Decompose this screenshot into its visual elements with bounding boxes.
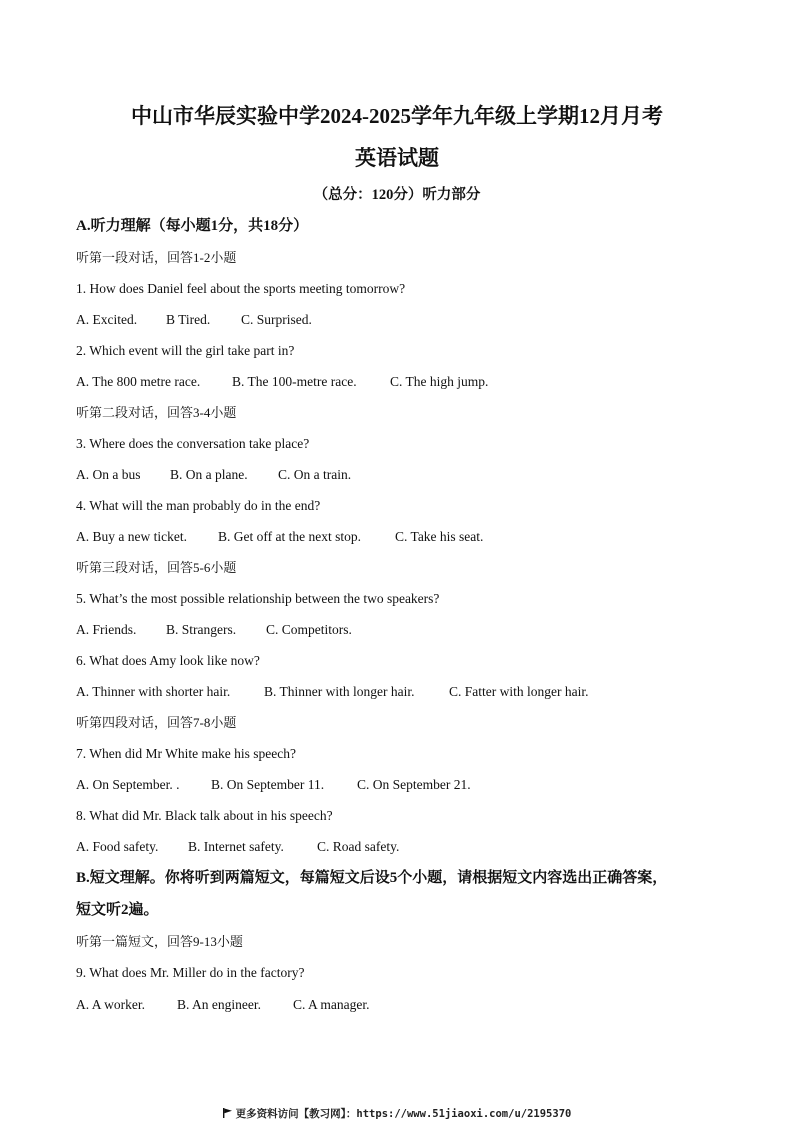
option-c: C. The high jump. [390,374,489,389]
option-c: C. On September 21. [357,777,471,792]
question-1: 1. How does Daniel feel about the sports meeting tomorrow? [76,281,406,296]
option-c: C. A manager. [293,997,370,1012]
question-8: 8. What did Mr. Black talk about in his speech? [76,808,333,823]
section-b-heading: B.短文理解。你将听到两篇短文，每篇短文后设5个小题，请根据短文内容选出正确答案， [76,870,668,886]
question-4-options [76,528,483,545]
option-a: A. Friends. [76,622,137,637]
question-3-options [76,466,351,483]
question-6-options [76,683,588,700]
option-c: C. Road safety. [317,839,400,854]
question-2-options [76,373,488,390]
option-a: A. Thinner with shorter hair. [76,684,231,699]
option-b: B. Thinner with longer hair. [264,684,415,699]
option-b: B. Internet safety. [188,839,284,854]
option-c: C. Take his seat. [395,529,484,544]
page-title: 中山市华辰实验中学2024-2025学年九年级上学期12月月考 [131,104,663,128]
question-7-options [76,776,471,793]
footer-text: 更多资料访问【教习网】：https://www.51jiaoxi.com/u/2195370 [235,1108,572,1120]
question-5: 5. What’s the most possible relationship between the two speakers? [76,591,440,606]
question-2: 2. Which event will the girl take part in? [76,343,295,358]
section-b-instruction: 听第一篇短文，回答9-13小题 [76,934,243,949]
question-5-options [76,621,352,638]
option-b: B. Strangers. [166,622,237,637]
flag-icon [223,1108,232,1118]
option-a: A. Food safety. [76,839,159,854]
option-a: A. On September. . [76,777,180,792]
section-b-heading-cont: 短文听2遍。 [76,902,159,918]
option-c: C. Competitors. [266,622,352,637]
question-1-options [76,311,312,328]
option-b: B. Get off at the next stop. [218,529,361,544]
footer-link[interactable] [0,1107,794,1121]
option-a: A. On a bus [76,467,141,482]
option-b: B. On September 11. [211,777,325,792]
question-3: 3. Where does the conversation take place? [76,436,310,451]
section-a-heading: A.听力理解（每小题1分，共18分） [76,218,309,234]
option-b: B. The 100-metre race. [232,374,357,389]
option-b: B. An engineer. [177,997,261,1012]
group-1-instruction: 听第一段对话，回答1-2小题 [76,250,237,265]
question-7: 7. When did Mr White make his speech? [76,746,296,761]
option-a: A. Excited. [76,312,138,327]
option-b: B. On a plane. [170,467,248,482]
question-9-options [76,996,370,1013]
option-c: C. Fatter with longer hair. [449,684,589,699]
option-a: A. A worker. [76,997,145,1012]
group-2-instruction: 听第二段对话，回答3-4小题 [76,405,237,420]
question-8-options [76,838,399,855]
page-subtitle: 英语试题 [355,146,439,170]
question-4: 4. What will the man probably do in the end? [76,498,321,513]
option-c: C. Surprised. [241,312,312,327]
group-3-instruction: 听第三段对话，回答5-6小题 [76,560,237,575]
group-4-instruction: 听第四段对话，回答7-8小题 [76,715,237,730]
question-6: 6. What does Amy look like now? [76,653,260,668]
question-9: 9. What does Mr. Miller do in the factory? [76,965,305,980]
option-c: C. On a train. [278,467,352,482]
score-note: （总分：120分）听力部分 [313,187,481,203]
option-a: A. The 800 metre race. [76,374,201,389]
option-a: A. Buy a new ticket. [76,529,187,544]
option-b: B Tired. [166,312,211,327]
